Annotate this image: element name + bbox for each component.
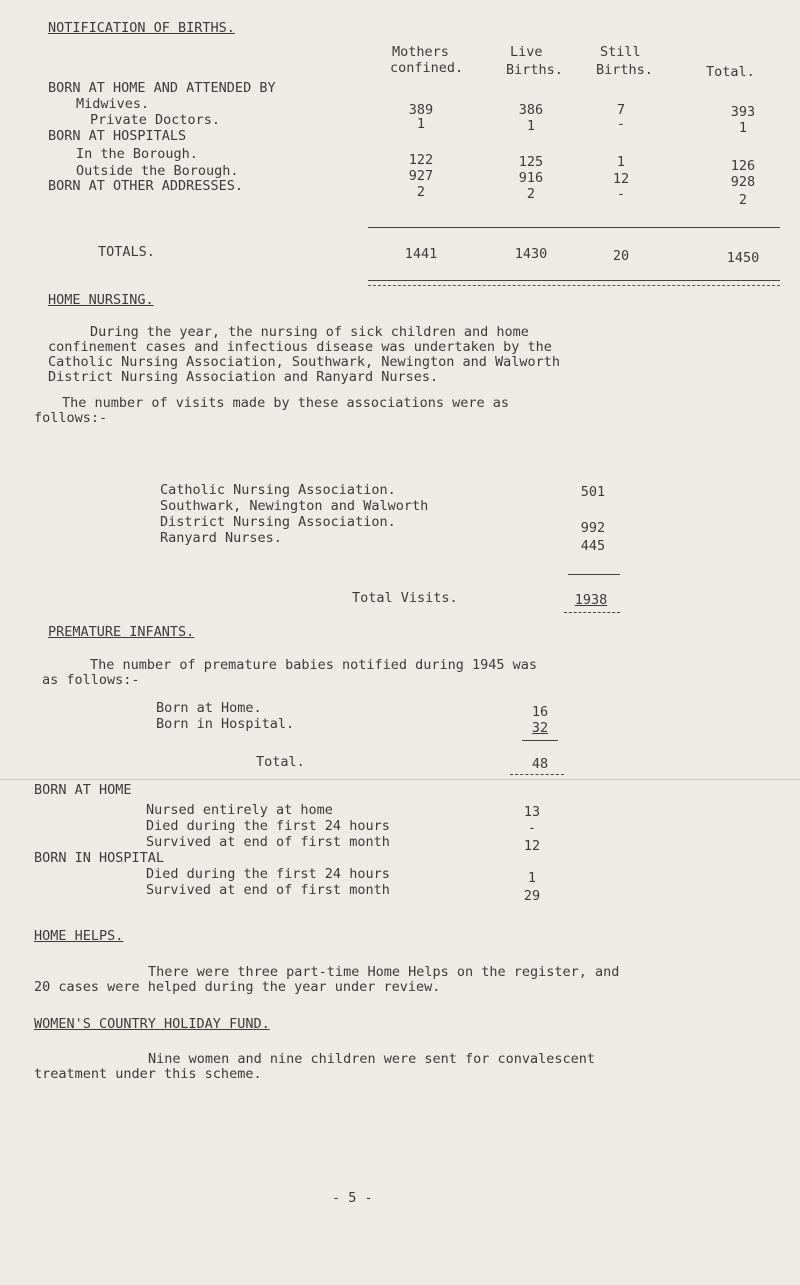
- cell-mothers: 1: [416, 116, 426, 132]
- outcome-value: -: [527, 820, 537, 836]
- cell-live: 386: [518, 102, 544, 118]
- col-live-header-2: Births.: [506, 62, 563, 78]
- outcome-label: Died during the first 24 hours: [146, 866, 390, 882]
- outcome-label: Survived at end of first month: [146, 882, 390, 898]
- visits-item-label: Catholic Nursing Association.: [160, 482, 396, 498]
- cell-mothers: 2: [416, 184, 426, 200]
- premature-item-value: 16: [531, 704, 549, 720]
- row-label: Private Doctors.: [90, 112, 221, 128]
- cell-live: 125: [518, 154, 544, 170]
- row-label: BORN AT OTHER ADDRESSES.: [48, 178, 244, 194]
- total-live: 1430: [514, 246, 548, 262]
- cell-still: -: [616, 116, 626, 132]
- total-visits-rule: [564, 612, 620, 613]
- total-mothers: 1441: [404, 246, 438, 262]
- col-total-header: Total.: [706, 64, 755, 80]
- totals-rule: [368, 227, 780, 228]
- page-fold-line: [0, 779, 800, 780]
- cell-live: 916: [518, 170, 544, 186]
- outcome-value: 29: [523, 888, 541, 904]
- col-live-header: Live: [510, 44, 543, 60]
- visits-item-label: Southwark, Newington and Walworth: [160, 498, 429, 514]
- cell-total: 928: [730, 174, 756, 190]
- group-born-at-home: BORN AT HOME AND ATTENDED BY: [48, 80, 276, 96]
- col-still-header: Still: [600, 44, 641, 60]
- cell-total: 393: [730, 104, 756, 120]
- cell-still: -: [616, 186, 626, 202]
- visits-item-label: Ranyard Nurses.: [160, 530, 282, 546]
- visits-item-value: 501: [580, 484, 606, 500]
- cell-mothers: 927: [408, 168, 434, 184]
- visits-item-value: 992: [580, 520, 606, 536]
- cell-still: 7: [616, 102, 626, 118]
- outcome-value: 13: [523, 804, 541, 820]
- outcome-value: 1: [527, 870, 537, 886]
- row-label: In the Borough.: [76, 146, 198, 162]
- premature-total-rule: [510, 774, 564, 775]
- visits-item-value: 445: [580, 538, 606, 554]
- col-mothers-header: Mothers: [392, 44, 449, 60]
- outcome-label: Nursed entirely at home: [146, 802, 333, 818]
- cell-mothers: 122: [408, 152, 434, 168]
- page-number: - 5 -: [332, 1190, 373, 1206]
- outcome-value: 12: [523, 838, 541, 854]
- born-at-home-heading: BORN AT HOME: [34, 782, 132, 798]
- total-still: 20: [612, 248, 630, 264]
- home-nursing-heading: HOME NURSING.: [48, 292, 154, 308]
- cell-still: 12: [612, 171, 630, 187]
- visits-rule: [568, 574, 620, 575]
- born-in-hospital-heading: BORN IN HOSPITAL: [34, 850, 165, 866]
- visits-item-label: District Nursing Association.: [160, 514, 396, 530]
- row-label: Midwives.: [76, 96, 150, 112]
- outcome-label: Survived at end of first month: [146, 834, 390, 850]
- premature-total-label: Total.: [256, 754, 305, 770]
- col-still-header-2: Births.: [596, 62, 653, 78]
- total-visits-label: Total Visits.: [352, 590, 458, 606]
- group-born-at-hospitals: BORN AT HOSPITALS: [48, 128, 187, 144]
- cell-still: 1: [616, 154, 626, 170]
- premature-heading: PREMATURE INFANTS.: [48, 624, 195, 640]
- premature-item-value: 32: [531, 720, 549, 736]
- premature-rule: [522, 740, 558, 741]
- cell-total: 126: [730, 158, 756, 174]
- total-visits-value: 1938: [574, 592, 608, 608]
- cell-mothers: 389: [408, 102, 434, 118]
- cell-total: 2: [738, 192, 748, 208]
- cell-live: 2: [526, 186, 536, 202]
- premature-item-label: Born in Hospital.: [156, 716, 295, 732]
- holiday-fund-heading: WOMEN'S COUNTRY HOLIDAY FUND.: [34, 1016, 270, 1032]
- row-label: Outside the Borough.: [76, 163, 239, 179]
- premature-item-label: Born at Home.: [156, 700, 262, 716]
- col-mothers-header-2: confined.: [390, 60, 464, 76]
- outcome-label: Died during the first 24 hours: [146, 818, 390, 834]
- births-heading: NOTIFICATION OF BIRTHS.: [48, 20, 235, 36]
- cell-total: 1: [738, 120, 748, 136]
- home-helps-heading: HOME HELPS.: [34, 928, 124, 944]
- premature-total-value: 48: [531, 756, 549, 772]
- total-total: 1450: [726, 250, 760, 266]
- totals-label: TOTALS.: [98, 244, 155, 260]
- cell-live: 1: [526, 118, 536, 134]
- totals-double-rule: [368, 280, 780, 286]
